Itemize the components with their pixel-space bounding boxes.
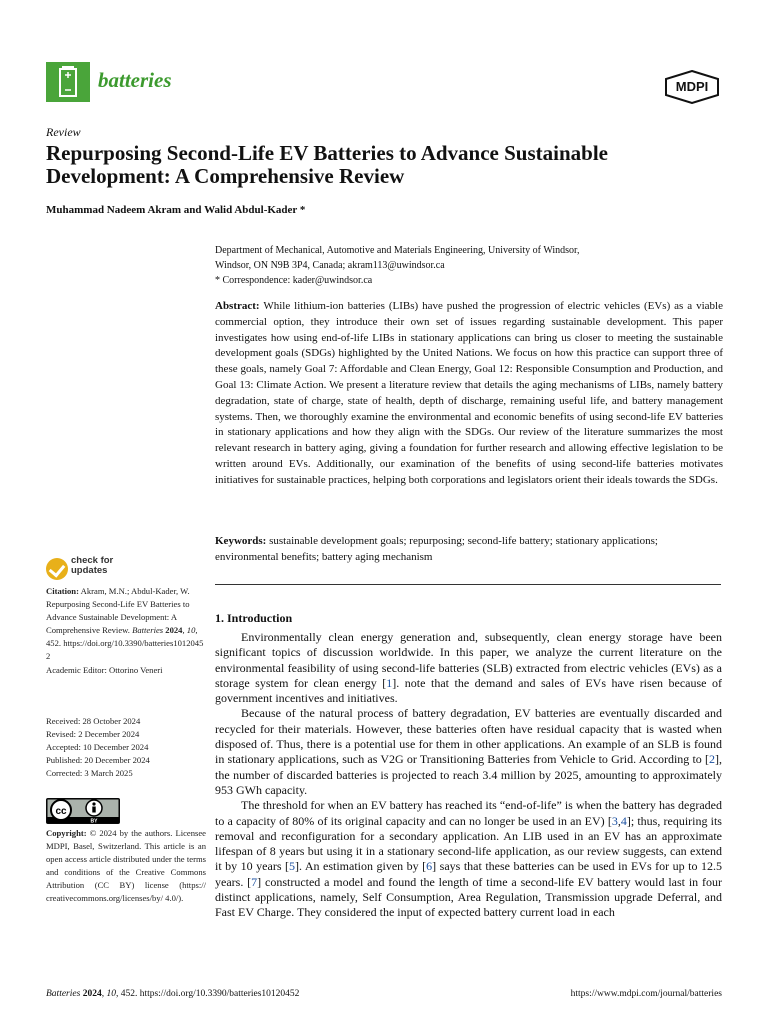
citation: Citation: Akram, M.N.; Abdul-Kader, W. Repurposing Second-Life EV Batteries to Advance Sustainable Development: A Comprehensive Review. Batteries 2024, 10, 452. https://doi.org/10.3390/batteries10120452 <box>46 586 204 662</box>
abstract-label: Abstract: <box>215 300 260 312</box>
reference-link[interactable]: 4 <box>620 813 627 828</box>
affiliation <box>215 243 735 288</box>
check-updates-icon <box>46 558 68 580</box>
check-for-updates-button[interactable] <box>46 556 156 580</box>
footer-citation: Batteries 2024, 10, 452. https://doi.org/10.3390/batteries10120452 <box>46 989 300 999</box>
reference-link[interactable]: 6 <box>426 859 433 874</box>
mdpi-logo-text: MDPI <box>675 79 709 94</box>
article-title: Repurposing Second-Life EV Batteries to Advance Sustainable Development: A Comprehensive Review <box>46 141 608 188</box>
check-updates-line-2: updates <box>71 565 108 576</box>
cc-by-license-badge[interactable] <box>46 798 120 824</box>
abstract-text: While lithium-ion batteries (LIBs) have pushed the progression of electric vehicles (EVs) as a viable commercial option, they introduce their own set of issues regarding sustainable development. This paper investigates how using end-of-life LIBs in stationary applications can bring us closer to meeting the sustainable development goals (SDGs) highlighted by the United Nations. We focus on how this practice can support three of these goals, namely Goal 7: Affordable and Clean Energy, Goal 12: Responsible Consumption and Production, and Goal 13: Climate Action. We present a literature review that details the aging mechanisms of LIBs, namely battery degradation, state of charge, state of health, depth of discharge, remaining useful life, and battery management systems. Then, we thoroughly examine the environmental and economic benefits of using second-life EV batteries in stationary applications and how they align with the SDGs. Our review of the literature summarizes the most relevant research in battery aging, giving a foundation for further research and allowing effective legislation to be written around EVs. Additionally, our examination of the benefits of using second-life batteries motivates initiatives for sustainable practices, helping both corporations and legislators orient their ideals towards the SDGs. <box>215 300 723 486</box>
mdpi-logo[interactable] <box>664 70 720 109</box>
body-text <box>215 630 722 921</box>
license-badge-text: BY <box>90 818 98 824</box>
footer-journal-url[interactable]: https://www.mdpi.com/journal/batteries <box>570 989 722 999</box>
date-received: Received: 28 October 2024 <box>46 716 141 726</box>
paragraph: The threshold for when an EV battery has reached its “end-of-life” is when the battery has degraded to a capacity of 80% of its original capacity and can no longer be used in an EV) [3,4]; thus, requiring its removal and reconfiguration for a secondary application. An LIB used in an EV has an approximate lifespan of 8 years but using it in a stationary second-life application, as our review suggests, can extend it by 10 years [5]. An estimation given by [6] says that these batteries can be used in EVs for up to 12.5 years. [7] constructed a model and found the length of time a second-life EV battery would last in four distinct applications, namely, Self Consumption, Area Regulation, Transmission upgrade Deferral, and Fast EV Charge. They considered the input of expected battery current load in each <box>215 798 722 920</box>
reference-link[interactable]: 7 <box>251 874 258 889</box>
date-accepted: Accepted: 10 December 2024 <box>46 742 149 753</box>
article-authors: Muhammad Nadeem Akram and Walid Abdul-Kader * <box>46 204 306 216</box>
date-corrected: Corrected: 3 March 2025 <box>46 768 133 779</box>
citation-pages: , 452. <box>46 625 198 649</box>
keywords <box>215 534 723 566</box>
paragraph: Because of the natural process of battery degradation, EV batteries are eventually discarded and recycled for their materials. However, these batteries often have residual capacity that is wasted when disposed of. Thus, there is a potential use for them in other applications. An example of an SLB is found in stationary applications, such as V2G or Transitioning Batteries from Vehicle to Grid. According to [2], the number of discarded batteries is projected to reach 3.4 million by 2025, amounting to approximately 953 GWh capacity. <box>215 706 722 797</box>
reference-link[interactable]: 5 <box>289 859 295 874</box>
affiliation-line-1: Department of Mechanical, Automotive and Materials Engineering, University of Windsor, <box>215 245 580 256</box>
dates <box>46 715 206 780</box>
journal-logo <box>46 62 90 102</box>
copyright-text: © 2024 by the authors. Licensee MDPI, Basel, Switzerland. This article is an open access article distributed under the terms and conditions of the Creative Commons Attribution (CC BY) license (https:// creativecommons.org/licenses/by/ 4.0/). <box>46 828 206 904</box>
journal-name[interactable]: batteries <box>98 68 172 92</box>
copyright-label: Copyright: <box>46 828 87 838</box>
keywords-label: Keywords: <box>215 535 267 547</box>
correspondence: * Correspondence: kader@uwindsor.ca <box>215 275 373 286</box>
reference-link[interactable]: 2 <box>709 752 715 767</box>
date-published: Published: 20 December 2024 <box>46 755 150 766</box>
citation-journal: Batteries <box>132 625 164 636</box>
affiliation-line-2: Windsor, ON N9B 3P4, Canada; akram113@uwindsor.ca <box>215 260 445 271</box>
page-footer <box>46 989 722 999</box>
paragraph: Environmentally clean energy generation and, subsequently, clean energy storage have been significant topics of discussion worldwide. In this paper, we analyze the current literature on the environmental feasibility of using second-life batteries (SLB) extracted from electric vehicles (EVs) as a storage system for clean energy [1]. note that the demand and sales of EVs have risen because of government incentives and initiatives. <box>215 630 723 706</box>
divider <box>215 584 721 585</box>
check-updates-line-1: check for <box>71 555 114 566</box>
citation-doi-link[interactable]: https://doi.org/10.3390/batteries10120452 <box>46 638 204 662</box>
reference-link[interactable]: 3 <box>611 813 618 828</box>
academic-editor: Academic Editor: Ottorino Veneri <box>46 665 163 675</box>
date-revised: Revised: 2 December 2024 <box>46 729 140 740</box>
section-heading: 1. Introduction <box>215 611 293 625</box>
battery-icon <box>46 62 90 102</box>
citation-text: Akram, M.N.; Abdul-Kader, W. Repurposing Second-Life EV Batteries to Advance Sustainable Development: A Comprehensive Review. <box>46 586 190 636</box>
article-type: Review <box>46 125 81 139</box>
svg-text:cc: cc <box>55 806 67 817</box>
abstract <box>215 299 723 489</box>
citation-label: Citation: <box>46 586 79 596</box>
reference-link[interactable]: 1 <box>386 675 393 690</box>
copyright-notice <box>46 827 206 906</box>
keywords-text: sustainable development goals; repurposing; second-life battery; stationary applications; environmental benefits; battery aging mechanism <box>215 535 658 563</box>
citation-year: 2024 <box>165 625 183 636</box>
citation-volume: 10 <box>186 625 196 636</box>
